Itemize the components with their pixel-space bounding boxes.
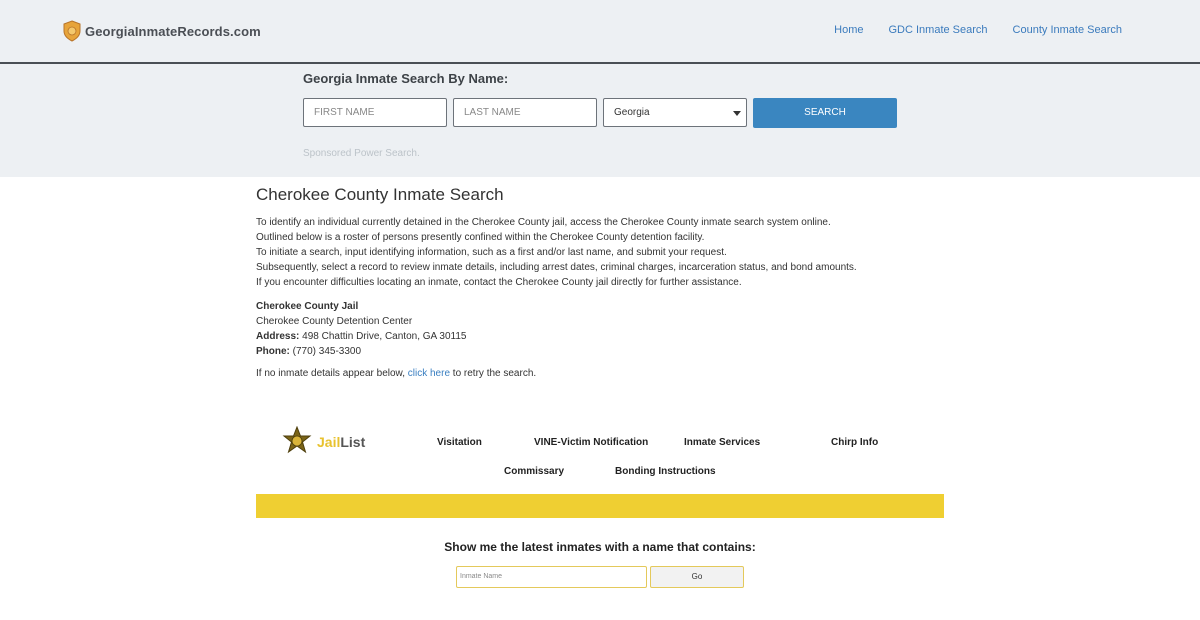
main-content — [256, 185, 946, 379]
address-label: Address: — [256, 331, 300, 342]
phone-label: Phone: — [256, 346, 290, 357]
retry-link[interactable]: click here — [407, 368, 451, 379]
intro-line: To initiate a search, input identifying information, such as a first and/or last name, and submit your request. — [256, 247, 727, 258]
jaillist-logo[interactable] — [281, 426, 365, 458]
inmate-name-input[interactable]: Inmate Name — [456, 566, 647, 588]
intro-line: If you encounter difficulties locating an inmate, contact the Cherokee County jail directly for further assistance. — [256, 277, 742, 288]
sponsored-text: Sponsored Power Search. — [303, 148, 420, 159]
go-button[interactable]: Go — [650, 566, 744, 588]
top-nav — [834, 24, 1122, 36]
jaillist-logo-list: List — [340, 434, 366, 450]
facility-name: Cherokee County Detention Center — [256, 316, 413, 327]
caret-down-icon — [733, 111, 741, 116]
phone-value: (770) 345-3300 — [289, 346, 362, 357]
jail-name: Cherokee County Jail — [256, 301, 359, 312]
yellow-divider-bar — [256, 494, 944, 518]
intro-line: Subsequently, select a record to review inmate details, including arrest dates, criminal charges, incarceration status, and bond amounts. — [256, 262, 857, 273]
page-title: Cherokee County Inmate Search — [256, 185, 504, 204]
site-logo[interactable] — [62, 18, 261, 44]
search-panel — [0, 64, 1200, 177]
first-name-input[interactable]: FIRST NAME — [303, 98, 447, 127]
intro-line: To identify an individual currently detained in the Cherokee County jail, access the Cherokee County inmate search system online. — [256, 217, 831, 228]
nav-home[interactable]: Home — [834, 24, 864, 36]
chirp-info-link[interactable]: Chirp Info — [831, 437, 879, 448]
state-select[interactable] — [603, 98, 747, 127]
retry-text — [256, 368, 946, 379]
last-name-input[interactable]: LAST NAME — [453, 98, 597, 127]
sheriff-star-icon — [281, 426, 313, 458]
search-title: Georgia Inmate Search By Name: — [303, 71, 509, 86]
intro-line: Outlined below is a roster of persons presently confined within the Cherokee County detention facility. — [256, 232, 705, 243]
site-header — [0, 0, 1200, 64]
nav-gdc-inmate-search[interactable]: GDC Inmate Search — [888, 24, 988, 36]
vine-notification-link[interactable]: VINE-Victim Notification — [534, 437, 649, 448]
intro-text — [256, 215, 946, 290]
commissary-link[interactable]: Commissary — [504, 466, 565, 477]
state-select-value: Georgia — [614, 107, 650, 118]
jail-info — [256, 299, 946, 359]
retry-prefix: If no inmate details appear below, — [256, 368, 408, 379]
inmate-services-link[interactable]: Inmate Services — [684, 437, 761, 448]
bonding-instructions-link[interactable]: Bonding Instructions — [615, 466, 716, 477]
logo-text: GeorgiaInmateRecords.com — [85, 23, 261, 39]
address-value: 498 Chattin Drive, Canton, GA 30115 — [299, 331, 467, 342]
latest-inmates-heading: Show me the latest inmates with a name that contains: — [444, 540, 756, 554]
jaillist-logo-jail: Jail — [317, 434, 341, 450]
visitation-link[interactable]: Visitation — [437, 437, 482, 448]
nav-county-inmate-search[interactable]: County Inmate Search — [1012, 24, 1122, 36]
badge-icon — [62, 20, 82, 42]
retry-suffix: to retry the search. — [450, 368, 537, 379]
search-button[interactable]: SEARCH — [753, 98, 897, 128]
